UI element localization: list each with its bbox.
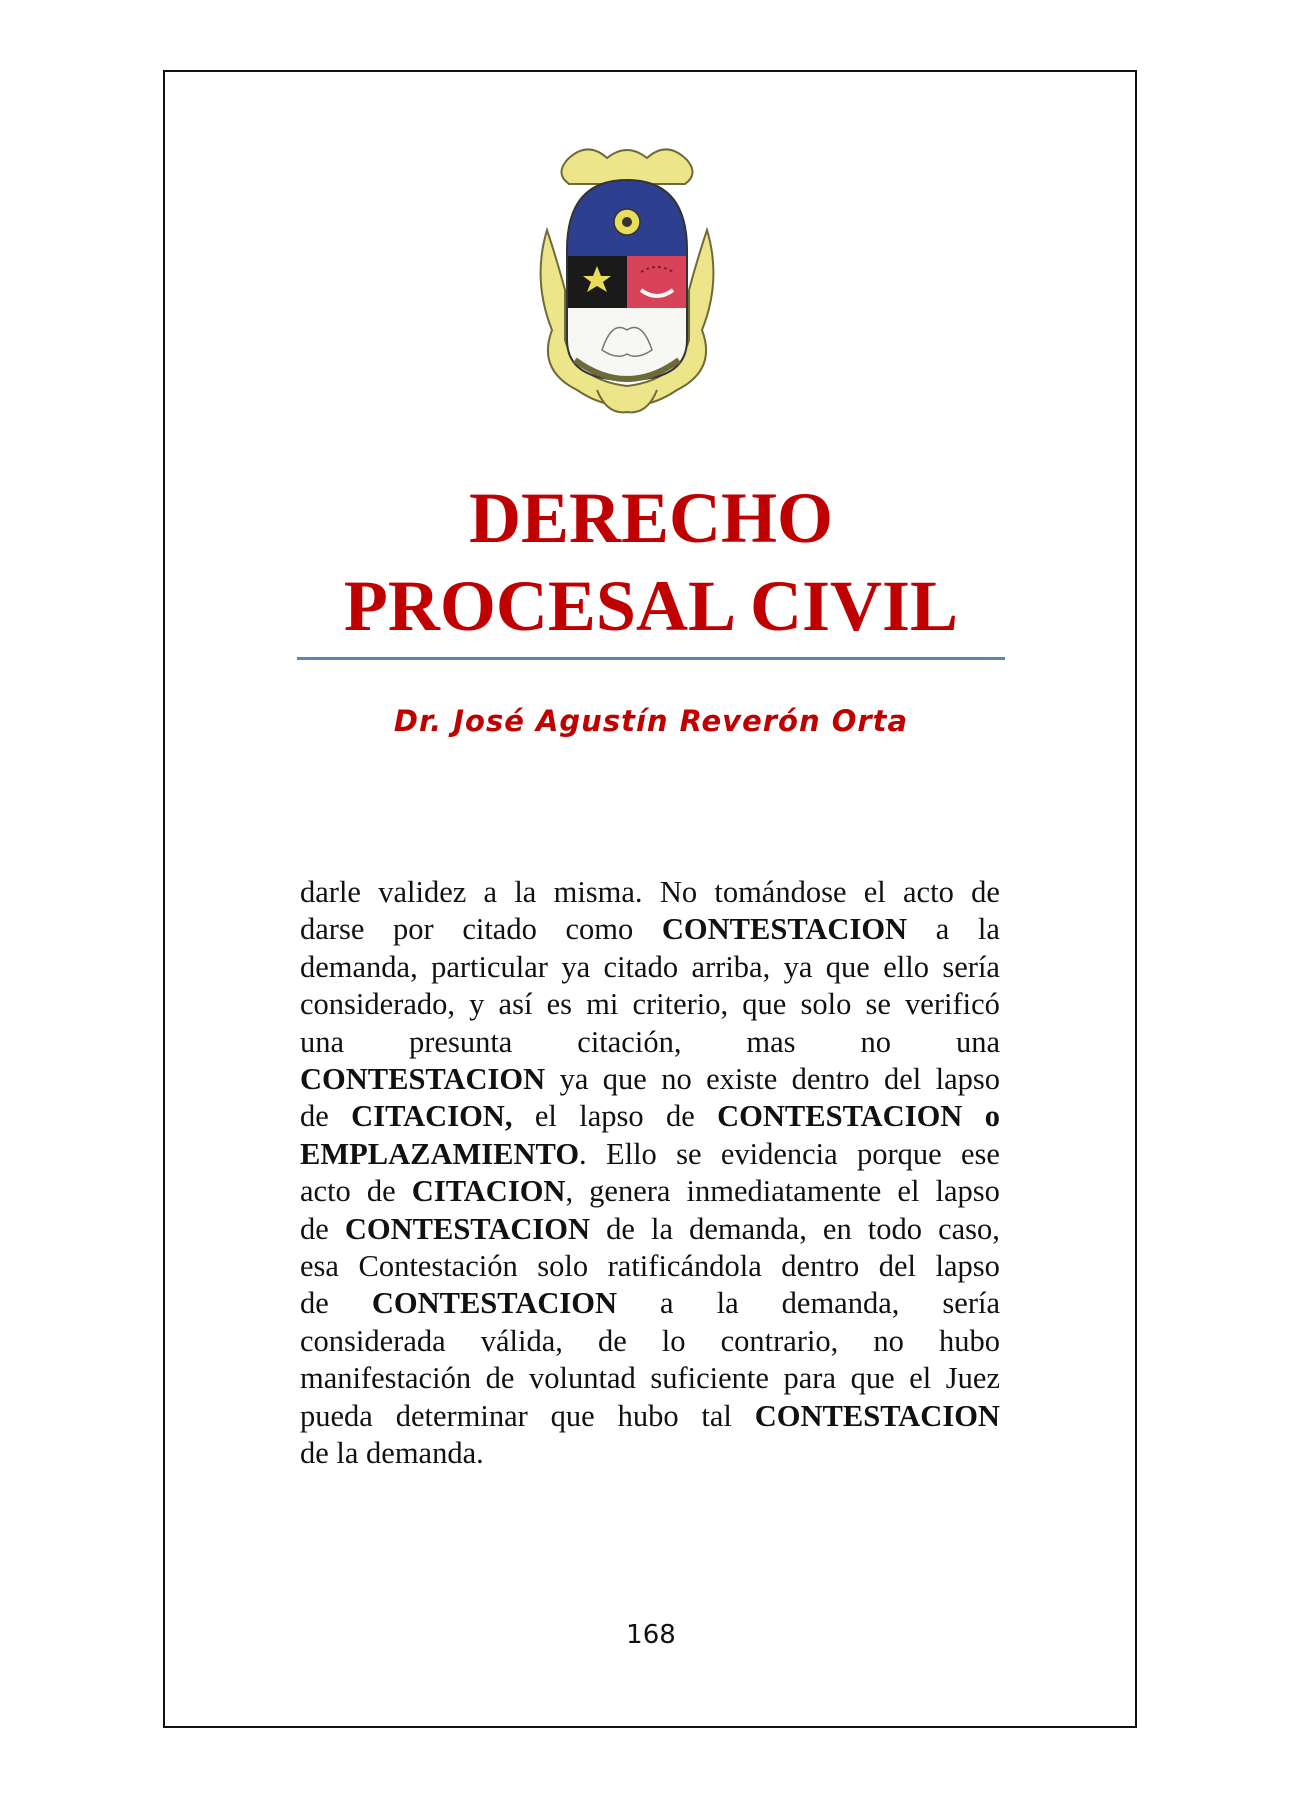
body-line: [300, 1098, 1000, 1135]
word: de: [606, 1211, 635, 1246]
word: No: [659, 875, 698, 909]
page-number: 168: [626, 1620, 676, 1650]
word: tal: [701, 1398, 732, 1433]
word: caso,: [938, 1211, 1000, 1246]
bold-term: CONTESTACION: [344, 1211, 591, 1246]
word: existe: [706, 1062, 778, 1097]
word: lapso: [935, 1062, 1000, 1097]
word: una: [300, 1024, 345, 1059]
word: y: [469, 987, 485, 1022]
word: sería: [942, 1286, 1000, 1321]
word: de: [665, 1099, 695, 1134]
word: esa: [300, 1249, 339, 1284]
word: acto: [300, 1174, 351, 1209]
word: válida,: [480, 1323, 563, 1358]
bold-term: CONTESTACION: [371, 1286, 618, 1321]
word: solo: [800, 987, 852, 1022]
body-line: [300, 1398, 1000, 1435]
word: que: [550, 1398, 595, 1433]
word: como: [565, 912, 634, 947]
body-line: [300, 1285, 1000, 1322]
bold-term: CONTESTACION: [300, 1062, 546, 1097]
word: acto: [903, 875, 954, 909]
word: voluntad: [529, 1361, 636, 1396]
word: mas: [746, 1024, 796, 1059]
word: verificó: [905, 987, 1000, 1022]
word: darle: [300, 875, 361, 909]
university-crest-icon: [527, 140, 727, 420]
word: no: [873, 1323, 904, 1358]
word: para: [783, 1361, 836, 1396]
word: la: [514, 875, 537, 909]
word: ya: [561, 949, 591, 984]
bold-term: EMPLAZAMIENTO.: [300, 1136, 587, 1171]
word: que: [850, 1361, 895, 1396]
word: todo: [867, 1211, 923, 1246]
word: de: [300, 1211, 329, 1246]
word: citado: [603, 949, 679, 984]
word: de: [971, 875, 1000, 909]
author-name: Dr. José Agustín Reverón Orta: [393, 704, 909, 738]
body-line: [300, 1211, 1000, 1248]
word: se: [676, 1136, 702, 1171]
word: mi: [586, 987, 619, 1022]
word: Contestación: [358, 1249, 518, 1284]
word: el: [534, 1099, 557, 1134]
word: criterio,: [632, 987, 729, 1022]
word: es: [546, 987, 572, 1022]
body-line: [300, 1435, 1000, 1472]
word: de: [366, 1174, 396, 1209]
word: el: [897, 1174, 920, 1209]
word: de: [300, 1286, 329, 1321]
bold-term: CONTESTACION: [717, 1099, 963, 1134]
word: demanda,: [300, 949, 418, 984]
word: así: [498, 987, 533, 1022]
word: lapso: [935, 1249, 1000, 1284]
word: validez: [378, 875, 467, 909]
word: de: [597, 1323, 627, 1358]
word: Ello: [605, 1136, 657, 1171]
word: de la demanda.: [300, 1436, 484, 1471]
word: la: [716, 1286, 739, 1321]
body-paragraph: [300, 874, 1000, 1473]
word: pueda: [300, 1398, 373, 1433]
word: que: [742, 987, 787, 1022]
word: en: [822, 1211, 852, 1246]
word: que: [825, 949, 870, 984]
word: ello: [883, 949, 929, 984]
word: no: [860, 1024, 891, 1059]
word: citación,: [577, 1024, 682, 1059]
word: de: [300, 1099, 329, 1134]
bold-term: CONTESTACION: [754, 1398, 1000, 1433]
word: misma.: [553, 875, 643, 909]
word: suficiente: [650, 1361, 769, 1396]
word: ya: [783, 949, 813, 984]
word: ya: [559, 1062, 589, 1097]
body-line: [300, 911, 1000, 948]
word: porque: [856, 1136, 942, 1171]
word: citado: [462, 912, 537, 947]
word: determinar: [395, 1398, 528, 1433]
word: inmediatamente: [686, 1174, 882, 1209]
word: ese: [960, 1136, 1000, 1171]
word: tomándose: [714, 875, 847, 909]
word: darse: [300, 912, 365, 947]
word: a: [935, 912, 950, 947]
word: la: [977, 912, 1000, 947]
word: dentro: [781, 1249, 860, 1284]
body-line: [300, 1024, 1000, 1061]
body-line: [300, 1360, 1000, 1397]
word: a: [483, 875, 498, 909]
word: que: [602, 1062, 647, 1097]
body-line: [300, 986, 1000, 1023]
word: evidencia: [720, 1136, 838, 1171]
word: a: [660, 1286, 674, 1321]
word: arriba,: [691, 949, 771, 984]
word: genera: [589, 1174, 671, 1209]
word: demanda,: [781, 1286, 900, 1321]
body-line: [300, 1061, 1000, 1098]
word: lo: [661, 1323, 686, 1358]
word: contrario,: [720, 1323, 839, 1358]
word: lapso: [579, 1099, 644, 1134]
book-title-line-2: PROCESAL CIVIL: [343, 566, 959, 646]
word: lapso: [935, 1174, 1000, 1209]
word: solo: [537, 1249, 589, 1284]
word: considerado,: [300, 987, 455, 1022]
word: la: [651, 1211, 674, 1246]
word: particular: [431, 949, 548, 984]
word: Juez: [945, 1361, 1000, 1396]
word: considerada: [300, 1323, 446, 1358]
word: no: [661, 1062, 692, 1097]
book-title-line-1: DERECHO: [468, 478, 834, 558]
bold-term: o: [984, 1099, 1000, 1134]
word: demanda,: [689, 1211, 807, 1246]
body-line: [300, 1323, 1000, 1360]
word: hubo: [617, 1398, 679, 1433]
word: una: [955, 1024, 1000, 1059]
word: hubo: [938, 1323, 1000, 1358]
word: del: [878, 1249, 916, 1284]
word: el: [863, 875, 886, 909]
title-divider: [297, 657, 1005, 660]
bold-term: CITACION,: [351, 1099, 513, 1134]
word: sería: [942, 949, 1000, 984]
word: el: [909, 1361, 932, 1396]
body-line: [300, 1248, 1000, 1285]
word: del: [883, 1062, 922, 1097]
body-line: [300, 1173, 1000, 1210]
bold-term: CITACION,: [411, 1174, 574, 1209]
word: se: [865, 987, 891, 1022]
word: manifestación: [300, 1361, 472, 1396]
word: ratificándola: [607, 1249, 762, 1284]
word: por: [393, 912, 434, 947]
body-line: [300, 874, 1000, 911]
body-line: [300, 949, 1000, 986]
bold-term: CONTESTACION: [661, 912, 908, 947]
word: presunta: [409, 1024, 513, 1059]
body-line: [300, 1136, 1000, 1173]
word: dentro: [791, 1062, 870, 1097]
word: de: [485, 1361, 515, 1396]
